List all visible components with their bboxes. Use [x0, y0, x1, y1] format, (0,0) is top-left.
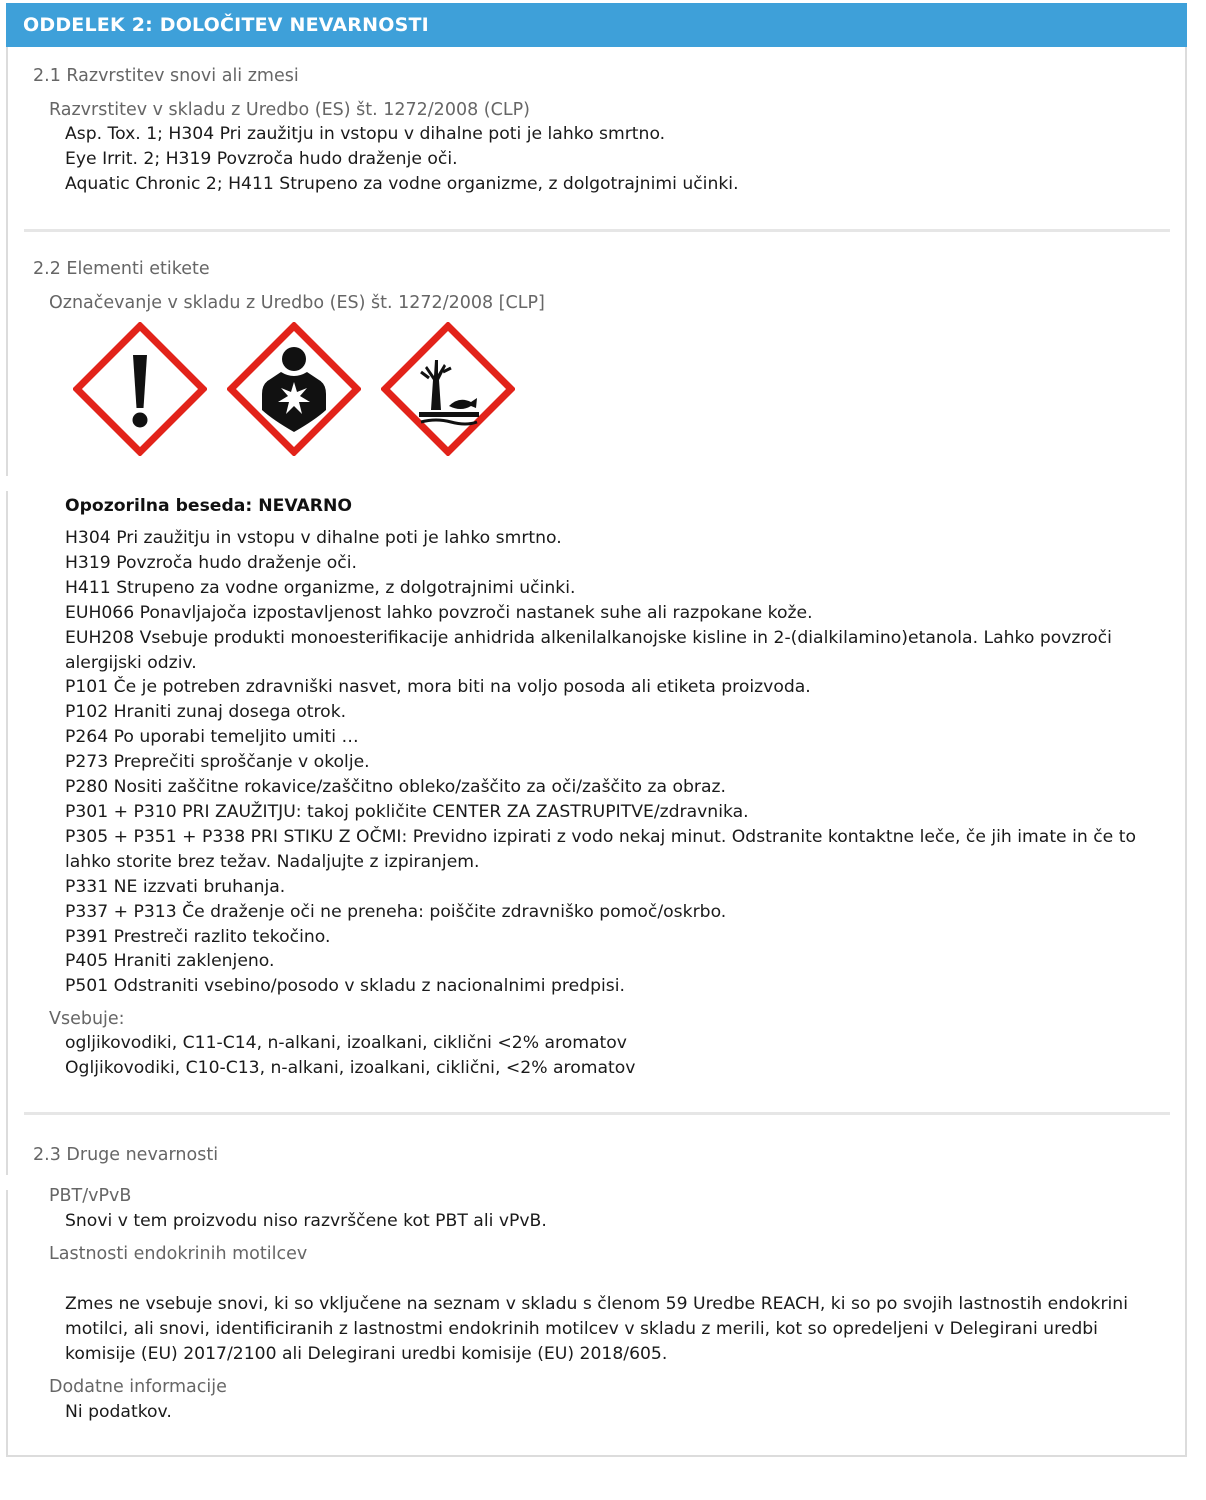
pbt-text: Snovi v tem proizvodu niso razvrščene kot PBT ali vPvB.	[65, 1211, 547, 1231]
precautionary-statement: P301 + P310 PRI ZAUŽITJU: takoj pokličite CENTER ZA ZASTRUPITVE/zdravnika.	[65, 801, 749, 822]
hazard-statement: H304 Pri zaužitju in vstopu v dihalne poti je lahko smrtno.	[65, 528, 562, 548]
heading-2-2: 2.2 Elementi etikete	[33, 259, 210, 279]
endocrine-text-block	[65, 1292, 1165, 1367]
heading-2-3: 2.3 Druge nevarnosti	[33, 1145, 219, 1165]
section-banner: ODDELEK 2: DOLOČITEV NEVARNOSTI	[6, 3, 1187, 47]
pbt-label: PBT/vPvB	[49, 1186, 132, 1206]
frame-break	[0, 1175, 14, 1190]
frame-break	[0, 476, 14, 491]
endocrine-label: Lastnosti endokrinih motilcev	[49, 1244, 308, 1264]
exclamation-mark-icon	[73, 322, 207, 456]
classification-item: Aquatic Chronic 2; H411 Strupeno za vodne organizme, z dolgotrajnimi učinki.	[65, 174, 739, 194]
precautionary-statement: P305 + P351 + P338 PRI STIKU Z OČMI: Previdno izpirati z vodo nekaj minut. Odstranite kontaktne leče, če jih imate in če to lahko storite brez težav. Nadaljujte z izpiranjem.	[65, 826, 1136, 872]
classification-item: Eye Irrit. 2; H319 Povzroča hudo draženje oči.	[65, 149, 458, 169]
endocrine-text: Zmes ne vsebuje snovi, ki so vključene na seznam v skladu s členom 59 Uredbe REACH, ki so po svojih lastnostih endokrini motilci, ali snovi, identificiranih z lastnostmi endokrinih motilcev v skladu z merili, kot so opredeljeni v Delegirani uredbi komisije (EU) 2017/2100 ali Delegirani uredbi komisije (EU) 2018/605.	[65, 1294, 1128, 1364]
precautionary-statement: P337 + P313 Če draženje oči ne preneha: poiščite zdravniško pomoč/oskrbo.	[65, 901, 727, 922]
contains-item: ogljikovodiki, C11-C14, n-alkani, izoalkani, ciklični <2% aromatov	[65, 1033, 627, 1053]
hazard-statement: H319 Povzroča hudo draženje oči.	[65, 552, 357, 573]
hazard-statement: EUH066 Ponavljajoča izpostavljenost lahko povzroči nastanek suhe ali razpokane kože.	[65, 602, 813, 623]
hazard-statement: EUH208 Vsebuje produkti monoesterifikacije anhidrida alkenilalkanojske kisline in 2-(dialkilamino)etanola. Lahko povzroči alergijski odziv.	[65, 627, 1112, 673]
extra-info-text: Ni podatkov.	[65, 1402, 172, 1422]
extra-info-label: Dodatne informacije	[49, 1377, 227, 1397]
precautionary-statement: P331 NE izzvati bruhanja.	[65, 876, 286, 897]
environment-icon	[381, 322, 515, 456]
precautionary-statement: P264 Po uporabi temeljito umiti …	[65, 727, 359, 748]
heading-2-1: 2.1 Razvrstitev snovi ali zmesi	[33, 66, 299, 86]
section-divider	[24, 1112, 1170, 1115]
health-hazard-icon	[227, 322, 361, 456]
precautionary-statement: P391 Prestreči razlito tekočino.	[65, 926, 331, 947]
classification-subheading: Razvrstitev v skladu z Uredbo (ES) št. 1272/2008 (CLP)	[49, 100, 530, 120]
signal-word: Opozorilna beseda: NEVARNO	[65, 496, 353, 516]
labelling-subheading: Označevanje v skladu z Uredbo (ES) št. 1272/2008 [CLP]	[49, 293, 545, 313]
hazard-statements	[65, 526, 1175, 999]
precautionary-statement: P102 Hraniti zunaj dosega otrok.	[65, 702, 347, 723]
classification-item: Asp. Tox. 1; H304 Pri zaužitju in vstopu v dihalne poti je lahko smrtno.	[65, 124, 666, 144]
precautionary-statement: P405 Hraniti zaklenjeno.	[65, 951, 275, 972]
contains-label: Vsebuje:	[49, 1009, 125, 1029]
precautionary-statement: P273 Preprečiti sproščanje v okolje.	[65, 752, 370, 773]
precautionary-statement: P101 Če je potreben zdravniški nasvet, mora biti na voljo posoda ali etiketa proizvoda.	[65, 677, 811, 698]
hazard-statement: H411 Strupeno za vodne organizme, z dolgotrajnimi učinki.	[65, 577, 576, 598]
section-divider	[24, 229, 1170, 232]
precautionary-statement: P280 Nositi zaščitne rokavice/zaščitno obleko/zaščito za oči/zaščito za obraz.	[65, 777, 727, 798]
contains-item: Ogljikovodiki, C10-C13, n-alkani, izoalkani, ciklični, <2% aromatov	[65, 1058, 636, 1078]
precautionary-statement: P501 Odstraniti vsebino/posodo v skladu z nacionalnimi predpisi.	[65, 976, 625, 997]
